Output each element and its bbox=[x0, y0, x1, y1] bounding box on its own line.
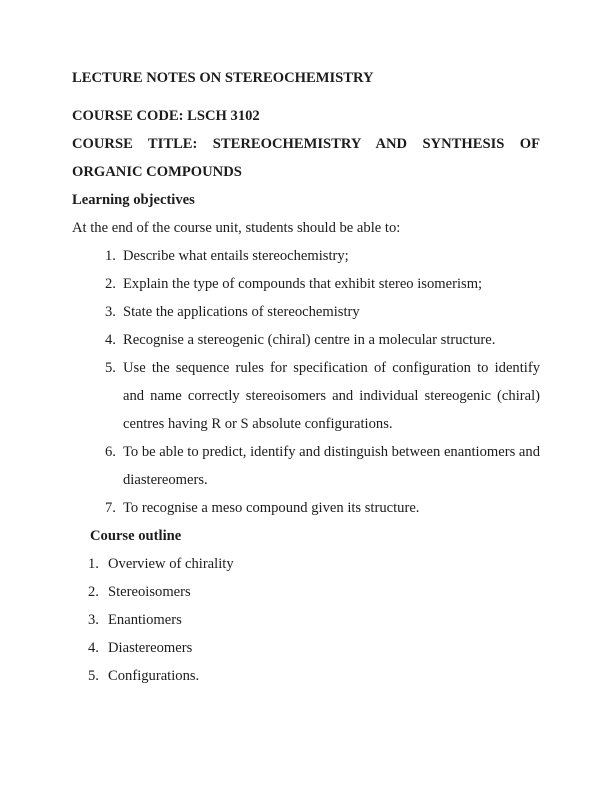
outline-item-4: Diastereomers bbox=[108, 640, 193, 656]
course-code: COURSE CODE: LSCH 3102 bbox=[72, 108, 260, 124]
course-outline-heading: Course outline bbox=[90, 528, 182, 544]
objective-item-6: To be able to predict, identify and distinguish between enantiomers and diastereomers. bbox=[123, 444, 540, 488]
objective-item-3: State the applications of stereochemistry bbox=[123, 304, 360, 320]
objective-item-2: Explain the type of compounds that exhibit stereo isomerism; bbox=[123, 276, 483, 292]
course-title: COURSE TITLE: STEREOCHEMISTRY AND SYNTHESIS OF ORGANIC COMPOUNDS bbox=[72, 136, 540, 180]
learning-objectives-intro: At the end of the course unit, students should be able to: bbox=[72, 220, 401, 236]
objective-item-7: To recognise a meso compound given its structure. bbox=[123, 500, 420, 516]
course-outline-list bbox=[72, 550, 540, 690]
outline-item-1: Overview of chirality bbox=[108, 556, 234, 572]
learning-objectives-heading: Learning objectives bbox=[72, 192, 195, 208]
objective-item-1: Describe what entails stereochemistry; bbox=[123, 248, 349, 264]
objective-item-4: Recognise a stereogenic (chiral) centre in a molecular structure. bbox=[123, 332, 496, 348]
outline-item-2: Stereoisomers bbox=[108, 584, 191, 600]
objective-item-5: Use the sequence rules for specification of configuration to identify and name correctly stereoisomers and individual stereogenic (chiral) centres having R or S absolute configurations. bbox=[123, 360, 540, 432]
outline-item-3: Enantiomers bbox=[108, 612, 182, 628]
outline-item-5: Configurations. bbox=[108, 668, 200, 684]
learning-objectives-list bbox=[72, 242, 540, 522]
document-title: LECTURE NOTES ON STEREOCHEMISTRY bbox=[72, 70, 374, 86]
